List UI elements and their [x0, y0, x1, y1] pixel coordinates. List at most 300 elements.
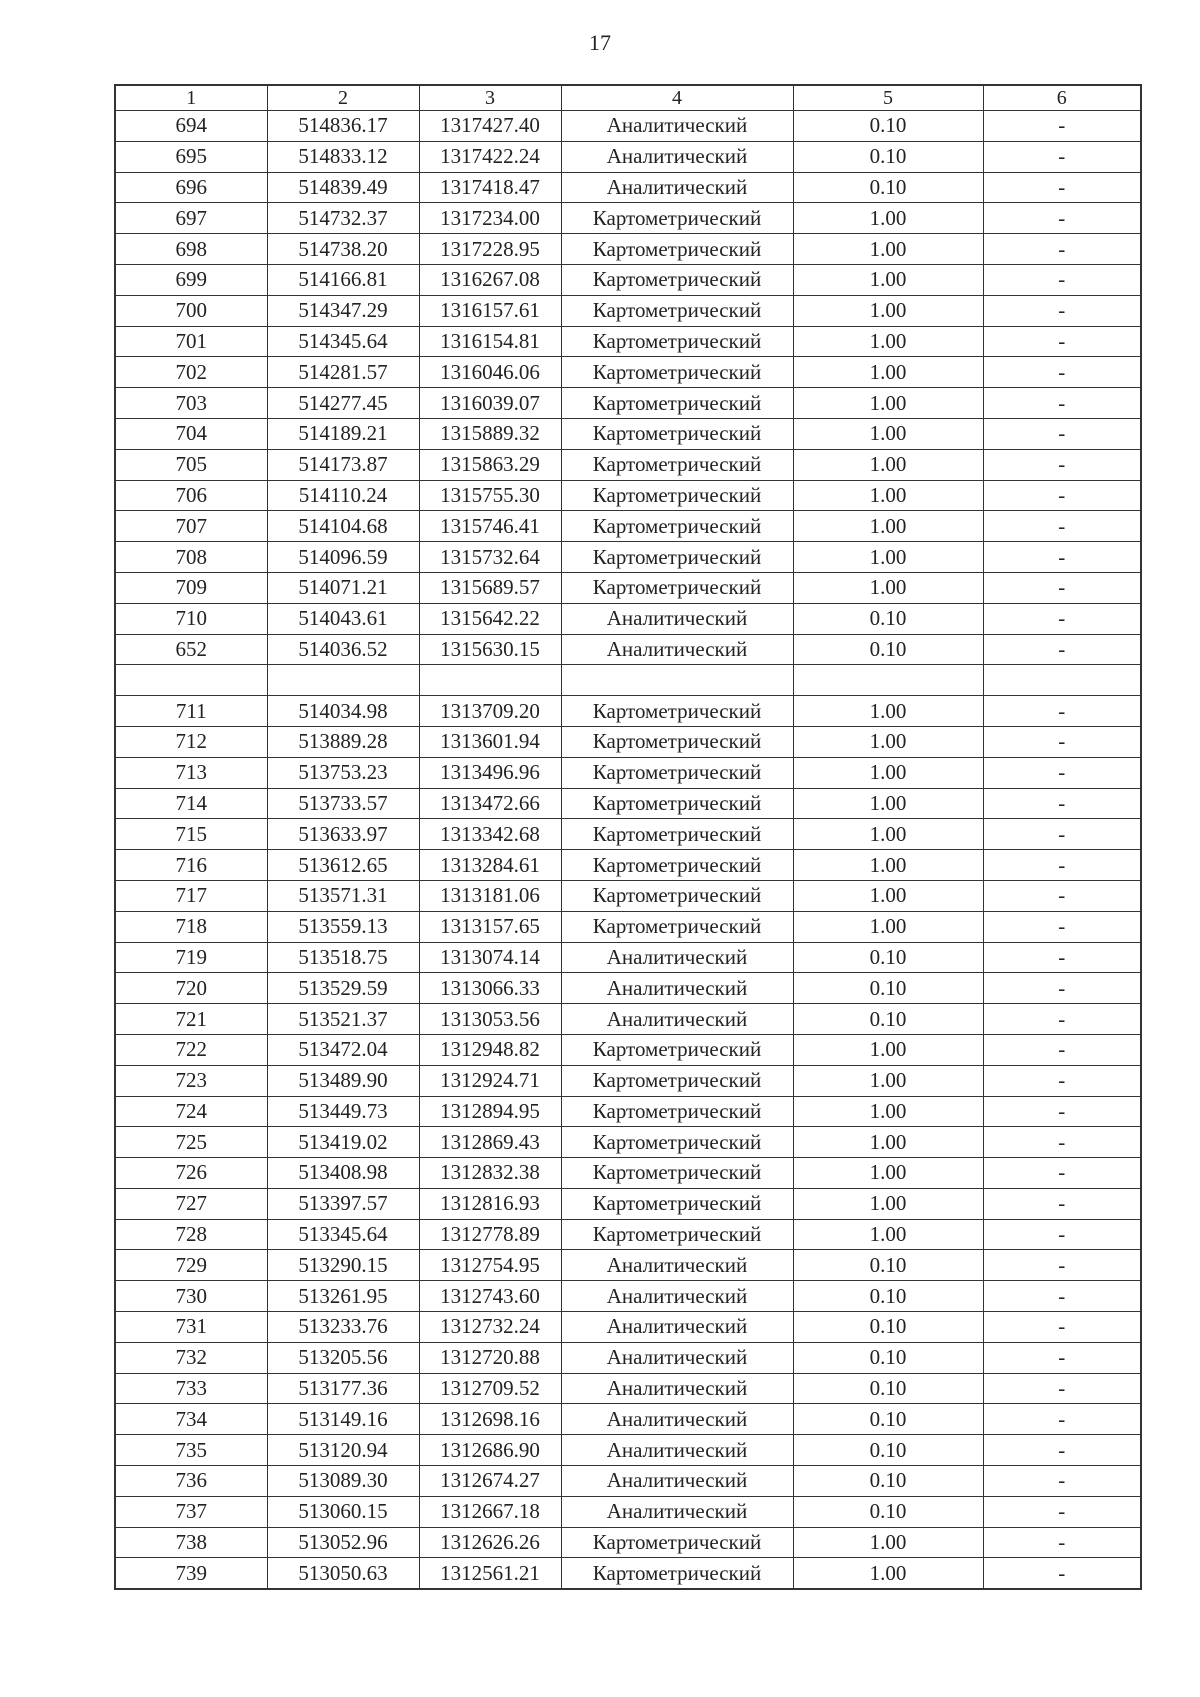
table-row — [115, 603, 1141, 634]
y-coordinate-cell — [419, 665, 561, 696]
accuracy-cell: 1.00 — [793, 572, 983, 603]
table-row — [115, 1127, 1141, 1158]
point-number-cell: 738 — [115, 1527, 267, 1558]
point-number-cell: 733 — [115, 1373, 267, 1404]
table-row — [115, 788, 1141, 819]
column-header: 5 — [793, 85, 983, 111]
x-coordinate-cell: 513489.90 — [267, 1065, 419, 1096]
y-coordinate-cell: 1317418.47 — [419, 172, 561, 203]
table-row — [115, 1250, 1141, 1281]
table-row — [115, 850, 1141, 881]
accuracy-cell: 1.00 — [793, 1219, 983, 1250]
table-row — [115, 1281, 1141, 1312]
y-coordinate-cell: 1315755.30 — [419, 480, 561, 511]
table-row — [115, 572, 1141, 603]
method-cell: Картометрический — [561, 264, 793, 295]
note-cell: - — [983, 634, 1141, 665]
table-row — [115, 1188, 1141, 1219]
table-row — [115, 696, 1141, 727]
accuracy-cell: 0.10 — [793, 1250, 983, 1281]
accuracy-cell: 1.00 — [793, 542, 983, 573]
accuracy-cell: 1.00 — [793, 326, 983, 357]
accuracy-cell: 0.10 — [793, 111, 983, 142]
method-cell: Картометрический — [561, 819, 793, 850]
point-number-cell: 720 — [115, 973, 267, 1004]
point-number-cell: 737 — [115, 1496, 267, 1527]
x-coordinate-cell: 514173.87 — [267, 449, 419, 480]
table-row — [115, 634, 1141, 665]
note-cell: - — [983, 757, 1141, 788]
point-number-cell: 732 — [115, 1342, 267, 1373]
x-coordinate-cell: 514104.68 — [267, 511, 419, 542]
point-number-cell: 719 — [115, 942, 267, 973]
method-cell: Аналитический — [561, 1250, 793, 1281]
x-coordinate-cell: 514036.52 — [267, 634, 419, 665]
note-cell: - — [983, 726, 1141, 757]
point-number-cell: 704 — [115, 418, 267, 449]
x-coordinate-cell: 513233.76 — [267, 1312, 419, 1343]
y-coordinate-cell: 1312561.21 — [419, 1558, 561, 1589]
note-cell: - — [983, 1004, 1141, 1035]
note-cell: - — [983, 788, 1141, 819]
accuracy-cell: 1.00 — [793, 1527, 983, 1558]
note-cell: - — [983, 295, 1141, 326]
note-cell: - — [983, 880, 1141, 911]
table-row — [115, 819, 1141, 850]
x-coordinate-cell: 513633.97 — [267, 819, 419, 850]
note-cell: - — [983, 603, 1141, 634]
method-cell: Аналитический — [561, 1281, 793, 1312]
accuracy-cell: 0.10 — [793, 1312, 983, 1343]
accuracy-cell: 1.00 — [793, 757, 983, 788]
y-coordinate-cell: 1312924.71 — [419, 1065, 561, 1096]
method-cell: Картометрический — [561, 511, 793, 542]
table-row — [115, 264, 1141, 295]
note-cell: - — [983, 1034, 1141, 1065]
point-number-cell: 736 — [115, 1466, 267, 1497]
method-cell: Картометрический — [561, 234, 793, 265]
method-cell: Картометрический — [561, 542, 793, 573]
x-coordinate-cell: 513521.37 — [267, 1004, 419, 1035]
accuracy-cell: 1.00 — [793, 726, 983, 757]
point-number-cell: 716 — [115, 850, 267, 881]
point-number-cell: 711 — [115, 696, 267, 727]
method-cell: Аналитический — [561, 1312, 793, 1343]
note-cell — [983, 665, 1141, 696]
table-row — [115, 1342, 1141, 1373]
note-cell: - — [983, 1558, 1141, 1589]
accuracy-cell: 0.10 — [793, 1004, 983, 1035]
method-cell: Картометрический — [561, 1096, 793, 1127]
y-coordinate-cell: 1316267.08 — [419, 264, 561, 295]
y-coordinate-cell: 1312894.95 — [419, 1096, 561, 1127]
point-number-cell: 723 — [115, 1065, 267, 1096]
x-coordinate-cell: 513408.98 — [267, 1158, 419, 1189]
x-coordinate-cell: 514043.61 — [267, 603, 419, 634]
point-number-cell: 697 — [115, 203, 267, 234]
accuracy-cell: 1.00 — [793, 696, 983, 727]
x-coordinate-cell: 513612.65 — [267, 850, 419, 881]
x-coordinate-cell: 513205.56 — [267, 1342, 419, 1373]
x-coordinate-cell: 513177.36 — [267, 1373, 419, 1404]
y-coordinate-cell: 1312869.43 — [419, 1127, 561, 1158]
y-coordinate-cell: 1316157.61 — [419, 295, 561, 326]
table-row — [115, 326, 1141, 357]
accuracy-cell: 0.10 — [793, 1373, 983, 1404]
y-coordinate-cell: 1312816.93 — [419, 1188, 561, 1219]
note-cell: - — [983, 1342, 1141, 1373]
x-coordinate-cell: 513397.57 — [267, 1188, 419, 1219]
accuracy-cell: 1.00 — [793, 449, 983, 480]
point-number-cell: 706 — [115, 480, 267, 511]
y-coordinate-cell: 1313066.33 — [419, 973, 561, 1004]
y-coordinate-cell: 1312754.95 — [419, 1250, 561, 1281]
accuracy-cell — [793, 665, 983, 696]
x-coordinate-cell: 514071.21 — [267, 572, 419, 603]
method-cell: Аналитический — [561, 634, 793, 665]
table-row — [115, 234, 1141, 265]
y-coordinate-cell: 1313181.06 — [419, 880, 561, 911]
note-cell: - — [983, 1127, 1141, 1158]
accuracy-cell: 1.00 — [793, 880, 983, 911]
method-cell: Аналитический — [561, 172, 793, 203]
table-row — [115, 1096, 1141, 1127]
point-number-cell: 703 — [115, 388, 267, 419]
table-row — [115, 295, 1141, 326]
accuracy-cell: 0.10 — [793, 141, 983, 172]
point-number-cell: 725 — [115, 1127, 267, 1158]
point-number-cell: 730 — [115, 1281, 267, 1312]
method-cell: Картометрический — [561, 1219, 793, 1250]
note-cell: - — [983, 542, 1141, 573]
table-row — [115, 1065, 1141, 1096]
note-cell: - — [983, 234, 1141, 265]
accuracy-cell: 0.10 — [793, 603, 983, 634]
accuracy-cell: 1.00 — [793, 1127, 983, 1158]
x-coordinate-cell: 513518.75 — [267, 942, 419, 973]
accuracy-cell: 1.00 — [793, 357, 983, 388]
table-row — [115, 111, 1141, 142]
accuracy-cell: 1.00 — [793, 295, 983, 326]
point-number-cell: 695 — [115, 141, 267, 172]
y-coordinate-cell: 1313496.96 — [419, 757, 561, 788]
method-cell: Картометрический — [561, 726, 793, 757]
method-cell: Картометрический — [561, 480, 793, 511]
note-cell: - — [983, 418, 1141, 449]
table-body — [115, 111, 1141, 1590]
method-cell: Аналитический — [561, 1373, 793, 1404]
point-number-cell: 726 — [115, 1158, 267, 1189]
y-coordinate-cell: 1317234.00 — [419, 203, 561, 234]
accuracy-cell: 0.10 — [793, 1281, 983, 1312]
table-row — [115, 388, 1141, 419]
table-row — [115, 1219, 1141, 1250]
x-coordinate-cell: 514345.64 — [267, 326, 419, 357]
table-header — [115, 85, 1141, 111]
x-coordinate-cell: 514347.29 — [267, 295, 419, 326]
note-cell: - — [983, 1435, 1141, 1466]
y-coordinate-cell: 1313053.56 — [419, 1004, 561, 1035]
point-number-cell: 712 — [115, 726, 267, 757]
point-number-cell: 715 — [115, 819, 267, 850]
y-coordinate-cell: 1317427.40 — [419, 111, 561, 142]
note-cell: - — [983, 264, 1141, 295]
note-cell: - — [983, 1065, 1141, 1096]
note-cell: - — [983, 1312, 1141, 1343]
y-coordinate-cell: 1312674.27 — [419, 1466, 561, 1497]
method-cell: Аналитический — [561, 942, 793, 973]
note-cell: - — [983, 480, 1141, 511]
x-coordinate-cell: 513529.59 — [267, 973, 419, 1004]
method-cell: Картометрический — [561, 418, 793, 449]
note-cell: - — [983, 942, 1141, 973]
point-number-cell: 739 — [115, 1558, 267, 1589]
x-coordinate-cell: 514738.20 — [267, 234, 419, 265]
table-row — [115, 449, 1141, 480]
point-number-cell: 701 — [115, 326, 267, 357]
point-number-cell: 708 — [115, 542, 267, 573]
method-cell: Картометрический — [561, 1127, 793, 1158]
method-cell: Картометрический — [561, 295, 793, 326]
y-coordinate-cell: 1312720.88 — [419, 1342, 561, 1373]
accuracy-cell: 0.10 — [793, 973, 983, 1004]
x-coordinate-cell: 514110.24 — [267, 480, 419, 511]
method-cell: Картометрический — [561, 1034, 793, 1065]
method-cell: Картометрический — [561, 757, 793, 788]
point-number-cell: 734 — [115, 1404, 267, 1435]
x-coordinate-cell: 513149.16 — [267, 1404, 419, 1435]
y-coordinate-cell: 1313601.94 — [419, 726, 561, 757]
point-number-cell: 727 — [115, 1188, 267, 1219]
table-row — [115, 911, 1141, 942]
column-header: 6 — [983, 85, 1141, 111]
note-cell: - — [983, 357, 1141, 388]
x-coordinate-cell: 514034.98 — [267, 696, 419, 727]
method-cell: Картометрический — [561, 1158, 793, 1189]
note-cell: - — [983, 111, 1141, 142]
accuracy-cell: 0.10 — [793, 634, 983, 665]
accuracy-cell: 1.00 — [793, 911, 983, 942]
y-coordinate-cell: 1315689.57 — [419, 572, 561, 603]
method-cell: Картометрический — [561, 357, 793, 388]
table-row — [115, 880, 1141, 911]
note-cell: - — [983, 1158, 1141, 1189]
x-coordinate-cell: 513559.13 — [267, 911, 419, 942]
method-cell: Аналитический — [561, 1004, 793, 1035]
x-coordinate-cell: 513089.30 — [267, 1466, 419, 1497]
y-coordinate-cell: 1312732.24 — [419, 1312, 561, 1343]
accuracy-cell: 1.00 — [793, 234, 983, 265]
point-number-cell — [115, 665, 267, 696]
y-coordinate-cell: 1315642.22 — [419, 603, 561, 634]
accuracy-cell: 0.10 — [793, 942, 983, 973]
point-number-cell: 699 — [115, 264, 267, 295]
y-coordinate-cell: 1312743.60 — [419, 1281, 561, 1312]
x-coordinate-cell: 514189.21 — [267, 418, 419, 449]
table-row — [115, 757, 1141, 788]
table-row — [115, 1373, 1141, 1404]
x-coordinate-cell: 513290.15 — [267, 1250, 419, 1281]
point-number-cell: 652 — [115, 634, 267, 665]
note-cell: - — [983, 511, 1141, 542]
x-coordinate-cell: 514839.49 — [267, 172, 419, 203]
method-cell: Картометрический — [561, 1527, 793, 1558]
accuracy-cell: 0.10 — [793, 1342, 983, 1373]
y-coordinate-cell: 1312686.90 — [419, 1435, 561, 1466]
x-coordinate-cell: 513120.94 — [267, 1435, 419, 1466]
x-coordinate-cell: 514281.57 — [267, 357, 419, 388]
note-cell: - — [983, 1096, 1141, 1127]
accuracy-cell: 1.00 — [793, 418, 983, 449]
table-row — [115, 1034, 1141, 1065]
accuracy-cell: 1.00 — [793, 1096, 983, 1127]
x-coordinate-cell: 513753.23 — [267, 757, 419, 788]
y-coordinate-cell: 1315746.41 — [419, 511, 561, 542]
point-number-cell: 710 — [115, 603, 267, 634]
table-row — [115, 1404, 1141, 1435]
point-number-cell: 702 — [115, 357, 267, 388]
y-coordinate-cell: 1313157.65 — [419, 911, 561, 942]
point-number-cell: 696 — [115, 172, 267, 203]
method-cell — [561, 665, 793, 696]
accuracy-cell: 0.10 — [793, 172, 983, 203]
method-cell: Аналитический — [561, 1404, 793, 1435]
x-coordinate-cell: 513571.31 — [267, 880, 419, 911]
table-row — [115, 1435, 1141, 1466]
point-number-cell: 722 — [115, 1034, 267, 1065]
note-cell: - — [983, 572, 1141, 603]
header-row — [115, 85, 1141, 111]
accuracy-cell: 1.00 — [793, 1065, 983, 1096]
note-cell: - — [983, 1373, 1141, 1404]
y-coordinate-cell: 1313472.66 — [419, 788, 561, 819]
table-row — [115, 1558, 1141, 1589]
x-coordinate-cell: 513419.02 — [267, 1127, 419, 1158]
note-cell: - — [983, 1496, 1141, 1527]
x-coordinate-cell: 514732.37 — [267, 203, 419, 234]
method-cell: Картометрический — [561, 1188, 793, 1219]
point-number-cell: 718 — [115, 911, 267, 942]
y-coordinate-cell: 1316154.81 — [419, 326, 561, 357]
point-number-cell: 709 — [115, 572, 267, 603]
point-number-cell: 698 — [115, 234, 267, 265]
x-coordinate-cell: 513052.96 — [267, 1527, 419, 1558]
accuracy-cell: 0.10 — [793, 1404, 983, 1435]
method-cell: Картометрический — [561, 850, 793, 881]
note-cell: - — [983, 203, 1141, 234]
method-cell: Картометрический — [561, 880, 793, 911]
table-row — [115, 357, 1141, 388]
x-coordinate-cell: 513472.04 — [267, 1034, 419, 1065]
accuracy-cell: 1.00 — [793, 511, 983, 542]
table-row — [115, 1496, 1141, 1527]
y-coordinate-cell: 1312667.18 — [419, 1496, 561, 1527]
note-cell: - — [983, 973, 1141, 1004]
x-coordinate-cell: 513345.64 — [267, 1219, 419, 1250]
y-coordinate-cell: 1313074.14 — [419, 942, 561, 973]
x-coordinate-cell: 513449.73 — [267, 1096, 419, 1127]
table-row — [115, 973, 1141, 1004]
accuracy-cell: 1.00 — [793, 850, 983, 881]
point-number-cell: 729 — [115, 1250, 267, 1281]
table-row — [115, 172, 1141, 203]
note-cell: - — [983, 1219, 1141, 1250]
note-cell: - — [983, 696, 1141, 727]
y-coordinate-cell: 1312709.52 — [419, 1373, 561, 1404]
table-row — [115, 203, 1141, 234]
accuracy-cell: 1.00 — [793, 388, 983, 419]
note-cell: - — [983, 819, 1141, 850]
method-cell: Аналитический — [561, 973, 793, 1004]
x-coordinate-cell: 514836.17 — [267, 111, 419, 142]
point-number-cell: 724 — [115, 1096, 267, 1127]
note-cell: - — [983, 141, 1141, 172]
y-coordinate-cell: 1312698.16 — [419, 1404, 561, 1435]
y-coordinate-cell: 1315630.15 — [419, 634, 561, 665]
method-cell: Аналитический — [561, 111, 793, 142]
y-coordinate-cell: 1312778.89 — [419, 1219, 561, 1250]
table-row — [115, 1527, 1141, 1558]
method-cell: Картометрический — [561, 388, 793, 419]
table-row — [115, 726, 1141, 757]
note-cell: - — [983, 172, 1141, 203]
note-cell: - — [983, 326, 1141, 357]
accuracy-cell: 1.00 — [793, 1558, 983, 1589]
column-header: 2 — [267, 85, 419, 111]
method-cell: Картометрический — [561, 696, 793, 727]
y-coordinate-cell: 1312948.82 — [419, 1034, 561, 1065]
point-number-cell: 735 — [115, 1435, 267, 1466]
note-cell: - — [983, 850, 1141, 881]
point-number-cell: 705 — [115, 449, 267, 480]
x-coordinate-cell: 514096.59 — [267, 542, 419, 573]
accuracy-cell: 0.10 — [793, 1435, 983, 1466]
method-cell: Картометрический — [561, 326, 793, 357]
y-coordinate-cell: 1315732.64 — [419, 542, 561, 573]
note-cell: - — [983, 449, 1141, 480]
coordinates-table — [114, 84, 1142, 1590]
method-cell: Аналитический — [561, 141, 793, 172]
method-cell: Аналитический — [561, 1496, 793, 1527]
y-coordinate-cell: 1313284.61 — [419, 850, 561, 881]
table-row — [115, 542, 1141, 573]
note-cell: - — [983, 1281, 1141, 1312]
accuracy-cell: 0.10 — [793, 1496, 983, 1527]
method-cell: Картометрический — [561, 788, 793, 819]
x-coordinate-cell: 513261.95 — [267, 1281, 419, 1312]
accuracy-cell: 0.10 — [793, 1466, 983, 1497]
y-coordinate-cell: 1312626.26 — [419, 1527, 561, 1558]
point-number-cell: 721 — [115, 1004, 267, 1035]
table-row — [115, 1312, 1141, 1343]
page-number: 17 — [589, 30, 611, 55]
method-cell: Аналитический — [561, 603, 793, 634]
method-cell: Аналитический — [561, 1466, 793, 1497]
note-cell: - — [983, 1404, 1141, 1435]
method-cell: Картометрический — [561, 572, 793, 603]
x-coordinate-cell: 513050.63 — [267, 1558, 419, 1589]
table-row — [115, 1004, 1141, 1035]
method-cell: Аналитический — [561, 1342, 793, 1373]
method-cell: Аналитический — [561, 1435, 793, 1466]
table-row — [115, 511, 1141, 542]
point-number-cell: 700 — [115, 295, 267, 326]
note-cell: - — [983, 1527, 1141, 1558]
accuracy-cell: 1.00 — [793, 1188, 983, 1219]
point-number-cell: 694 — [115, 111, 267, 142]
column-header: 4 — [561, 85, 793, 111]
accuracy-cell: 1.00 — [793, 788, 983, 819]
